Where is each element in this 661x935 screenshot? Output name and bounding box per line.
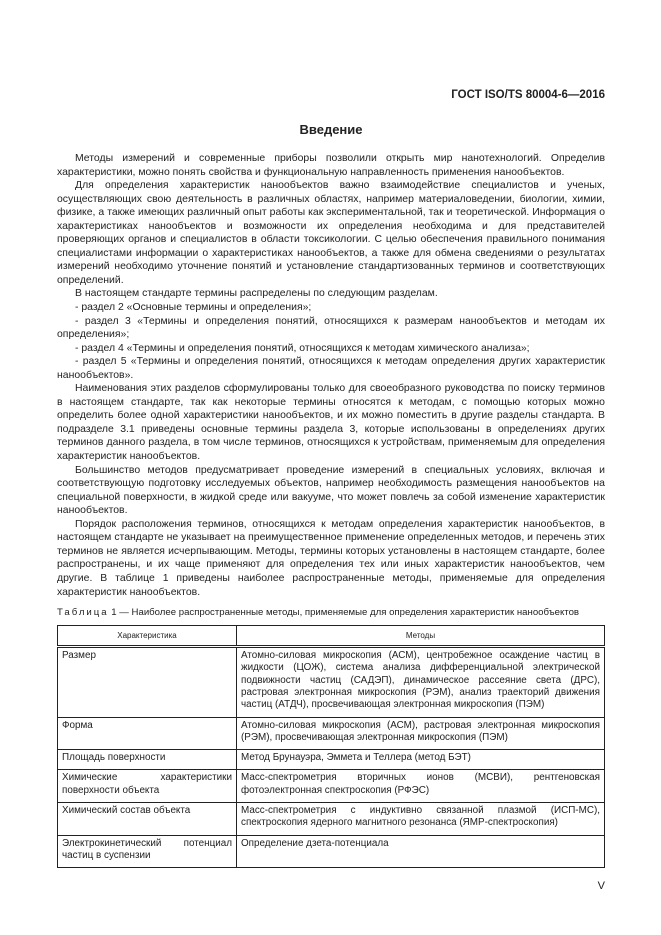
list-item: - раздел 5 «Термины и определения понятий, относящихся к методам определения других характеристик нанообъектов». — [57, 356, 605, 381]
table-row — [58, 750, 605, 770]
characteristic-cell: Электрокинетический потенциал частиц в суспензии — [58, 835, 237, 868]
section-title: Введение — [299, 122, 363, 137]
characteristic-cell: Химические характеристики поверхности объекта — [58, 770, 237, 803]
methods-table — [57, 625, 605, 868]
table-row — [58, 835, 605, 868]
table-caption-label: Таблица — [57, 607, 109, 619]
paragraph: Наименования этих разделов сформулированы только для своеобразного руководства по поиску терминов в настоящем стандарте, так как некоторые термины относятся к методам, с помощью которых можно определить более одной характеристики нанообъектов, и их можно поместить в другие разделы стандарта. В подразделе 3.1 приведены основные термины раздела 3, которые использованы в определениях других терминов данного раздела, в том числе терминов, относящихся к устройствам, применяемым для определения характеристик нанообъектов. — [57, 383, 605, 463]
table-row — [58, 647, 605, 717]
paragraph: Методы измерений и современные приборы позволили открыть мир нанотехнологий. Определив характеристики, можно понять свойства и функциональную направленность применения нанообъектов. — [57, 153, 605, 178]
methods-cell: Масс-спектрометрия вторичных ионов (МСВИ), рентгеновская фотоэлектронная спектроскопия (РФЭС) — [237, 770, 605, 803]
introduction-body — [57, 152, 605, 599]
table-row — [58, 717, 605, 750]
paragraph: Порядок расположения терминов, относящихся к методам определения характеристик нанообъектов, в настоящем стандарте не указывает на преимущественное применение определенных методов, и перечень этих терминов не является исчерпывающим. Методы, термины которых установлены в настоящем стандарте, более распространены, и их чаще применяют для определения тех или иных характеристик нанообъектов, чем другие. В таблице 1 приведены наиболее распространенные методы, применяемые для определения характеристик нанообъектов. — [57, 518, 605, 598]
paragraph: Большинство методов предусматривает проведение измерений в специальных условиях, включая и соответствующую подготовку исследуемых объектов, например необходимость размещения нанообъектов на специальной поверхности, в жидкой среде или вакууме, что может повлечь за собой изменение характеристик нанообъектов. — [57, 464, 605, 517]
methods-cell: Атомно-силовая микроскопия (АСМ), растровая электронная микроскопия (РЭМ), просвечивающая электронная микроскопия (ПЭМ) — [237, 717, 605, 750]
methods-cell: Масс-спектрометрия с индуктивно связанной плазмой (ИСП-МС), спектроскопия ядерного магнитного резонанса (ЯМР-спектроскопия) — [237, 803, 605, 836]
list-item: - раздел 4 «Термины и определения понятий, относящихся к методам химического анализа»; — [75, 342, 530, 354]
characteristic-cell: Форма — [58, 717, 237, 750]
paragraph: В настоящем стандарте термины распределены по следующим разделам. — [75, 288, 438, 300]
characteristic-cell: Химический состав объекта — [58, 803, 237, 836]
methods-cell: Метод Брунауэра, Эммета и Теллера (метод БЭТ) — [237, 750, 605, 770]
page-number: V — [597, 880, 605, 893]
list-item: - раздел 3 «Термины и определения понятий, относящихся к размерам нанообъектов и методам их определения»; — [57, 315, 605, 341]
list-item: - раздел 2 «Основные термины и определения»; — [75, 302, 312, 314]
characteristic-cell: Площадь поверхности — [58, 750, 237, 770]
table-caption — [57, 607, 605, 619]
characteristic-cell: Размер — [58, 647, 237, 717]
column-header: Методы — [237, 626, 605, 647]
methods-cell: Атомно-силовая микроскопия (АСМ), центробежное осаждение частиц в жидкости (ЦОЖ), система анализа дифференциальной электрической подвижности частиц (САДЭП), динамическое рассеяние света (ДРС), растровая электронная микроскопия (РЭМ), анализ траекторий движения частиц (АТДЧ), просвечивающая электронная микроскопия (ПЭМ) — [237, 647, 605, 717]
paragraph: Для определения характеристик нанообъектов важно взаимодействие специалистов и ученых, осуществляющих свою деятельность в различных областях, например материаловедении, биологии, химии, физике, а также имеющих различный опыт работы как экспериментальной, так и теоретической. Информация о характеристиках нанообъектов и возможности их определения необходима и для представителей проверяющих органов и специалистов в области токсикологии. С целью обеспечения правильного понимания специалистами информации о характеристиках нанообъектов, а также для обмена сведениями о результатах измерений необходимо уточнение понятий и установление стандартизованных терминов и соответствующих определений. — [57, 180, 605, 286]
table-row — [58, 770, 605, 803]
table-header-row — [58, 626, 605, 647]
table-caption-text: 1 — Наиболее распространенные методы, применяемые для определения характеристик нанообъектов — [108, 607, 580, 619]
methods-cell: Определение дзета-потенциала — [237, 835, 605, 868]
table-row — [58, 803, 605, 836]
document-header: ГОСТ ISO/TS 80004-6—2016 — [451, 89, 605, 101]
column-header: Характеристика — [58, 626, 237, 647]
